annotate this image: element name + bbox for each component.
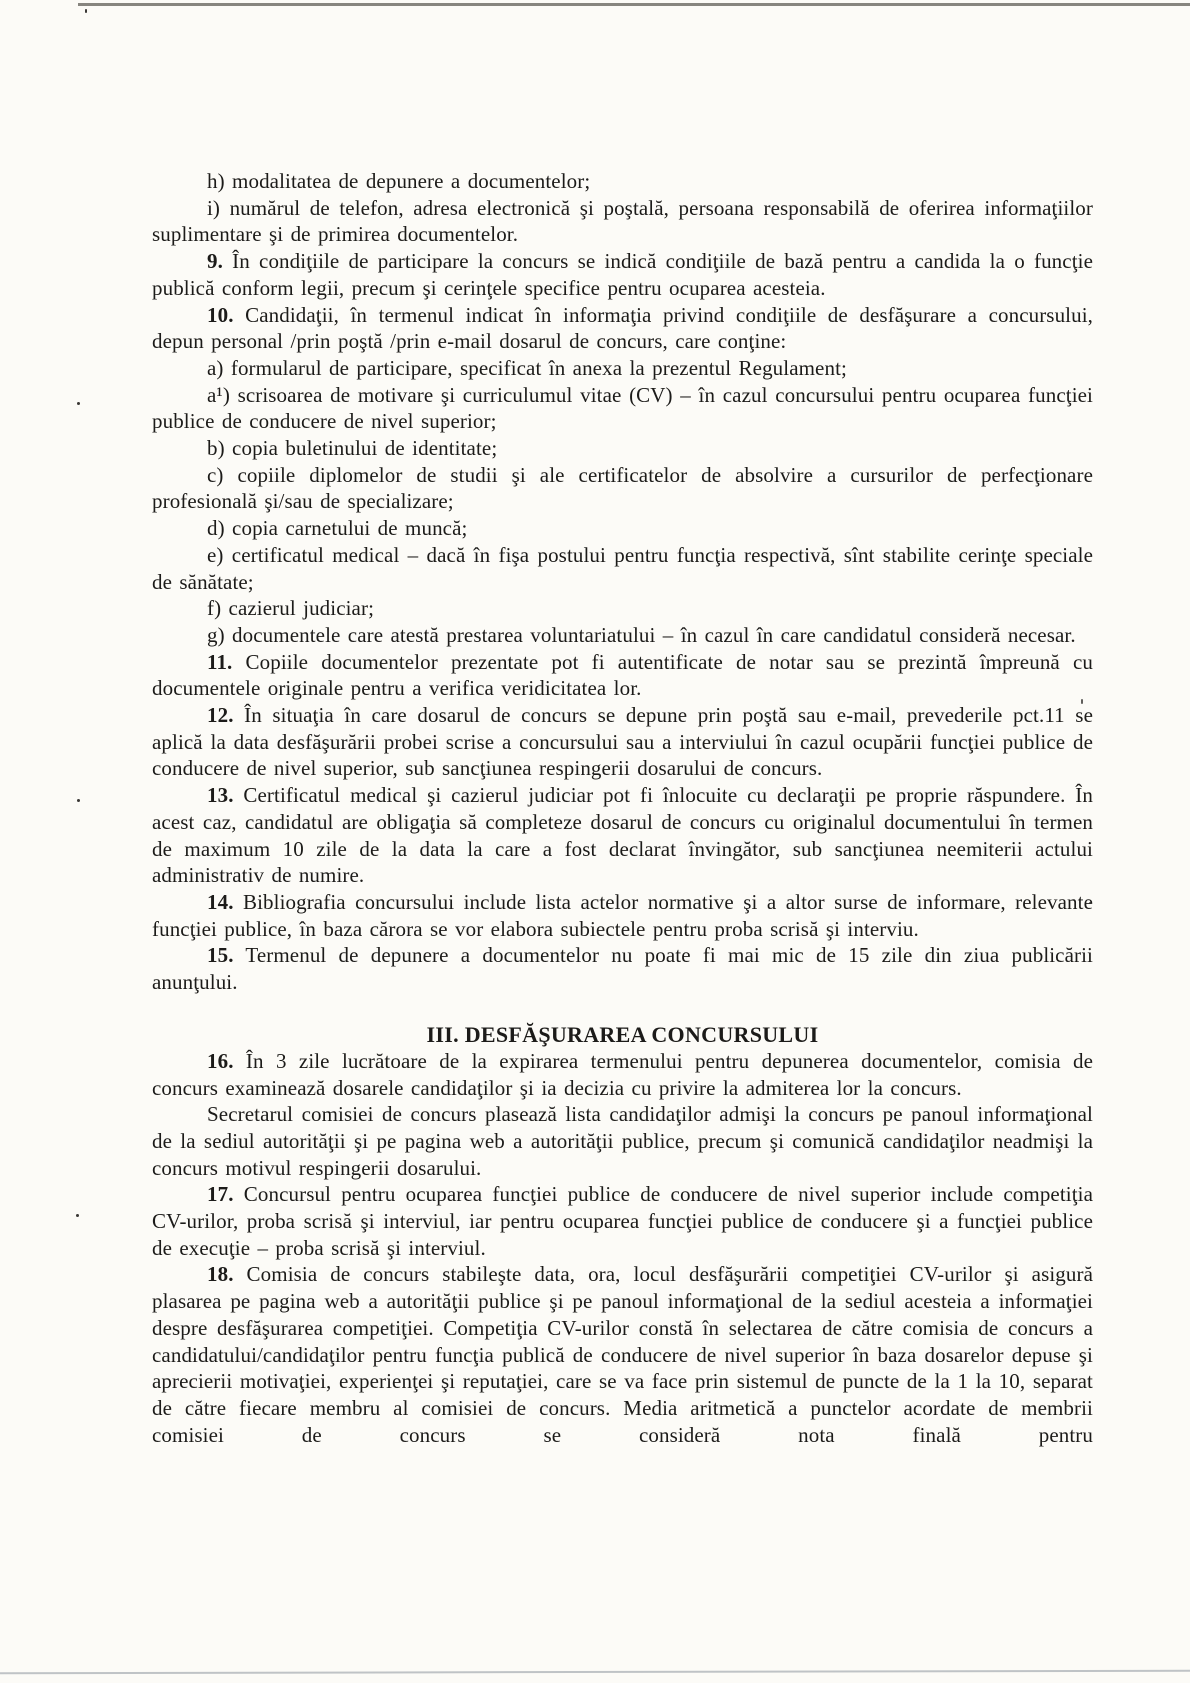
numbered-paragraph: 16. În 3 zile lucrătoare de la expirarea termenului pentru depunerea documentelor, comisia de concurs examinează dosarele candidaţilor şi ia decizia cu privire la admiterea lor la concurs. [152, 1048, 1093, 1100]
scan-bottom-edge-line [0, 1670, 1190, 1674]
scan-speck [77, 402, 80, 405]
section-heading: III. DESFĂŞURAREA CONCURSULUI [426, 1021, 819, 1047]
paragraph: b) copia buletinului de identitate; [207, 436, 498, 461]
paragraph-number: 14. [207, 889, 234, 914]
paragraph: f) cazierul judiciar; [207, 596, 375, 621]
paragraph-number: 18. [207, 1262, 234, 1287]
paragraph-number: 9. [207, 249, 223, 274]
document-body [152, 168, 1093, 1448]
numbered-paragraph: 17. Concursul pentru ocuparea funcţiei publice de conducere de nivel superior include competiţia CV-urilor, proba scrisă şi interviul, iar pentru ocuparea funcţiei publice de conducere şi a funcţiei publice de execuţie – proba scrisă şi interviul. [152, 1182, 1093, 1260]
paragraph-number: 13. [207, 783, 234, 808]
numbered-paragraph: 9. În condiţiile de participare la concurs se indică condiţiile de bază pentru a candida la o funcţie publică conform legii, precum şi cerinţele specifice pentru ocuparea acesteia. [152, 249, 1093, 300]
scan-speck [85, 9, 87, 13]
numbered-paragraph: 11. Copiile documentelor prezentate pot fi autentificate de notar sau se prezintă împreună cu documentele originale pentru a verifica veridicitatea lor. [152, 649, 1093, 701]
paragraph: c) copiile diplomelor de studii şi ale certificatelor de absolvire a cursurilor de perfecţionare profesională şi/sau de specializare; [152, 462, 1093, 514]
numbered-paragraph: 12. În situaţia în care dosarul de concurs se depune prin poştă sau e-mail, prevederile pct.11 se aplică la data desfăşurării probei scrise a concursului sau a interviului în cazul ocupării funcţiei publice de conducere de nivel superior, sub sancţiunea respingerii dosarului de concurs. [152, 703, 1093, 781]
paragraph-number: 17. [207, 1182, 234, 1207]
paragraph: h) modalitatea de depunere a documentelor; [207, 169, 591, 193]
scan-top-edge-line [78, 3, 1190, 6]
numbered-paragraph: 10. Candidaţii, în termenul indicat în informaţia privind condiţiile de desfăşurare a concursului, depun personal /prin poştă /prin e-mail dosarul de concurs, care conţine: [152, 302, 1093, 354]
numbered-paragraph: 18. Comisia de concurs stabileşte data, ora, locul desfăşurării competiţiei CV-urilor şi asigură plasarea pe pagina web a autorităţii publice şi pe panoul informaţional de la sediul acesteia a informaţiei despre desfăşurarea competiţiei. Competiţia CV-urilor constă în selectarea de către comisia de concurs a candidatului/candidaţilor pentru funcţia publică de conducere de nivel superior în baza dosarelor depuse şi aprecierii motivaţiei, experienţei şi reputaţiei, care se va face prin sistemul de puncte de la 1 la 10, separat de către fiecare membru al comisiei de concurs. Media aritmetică a punctelor acordate de membrii comisiei de concurs se consideră nota finală pentru [152, 1262, 1093, 1447]
paragraph: g) documentele care atestă prestarea voluntariatului – în cazul în care candidatul consideră necesar. [207, 622, 1076, 647]
paragraph: a¹) scrisoarea de motivare şi curriculumul vitae (CV) – în cazul concursului pentru ocuparea funcţiei publice de conducere de nivel superior; [152, 382, 1093, 434]
paragraph: i) numărul de telefon, adresa electronică şi poştală, persoana responsabilă de oferirea informaţiilor suplimentare şi de primirea documentelor. [152, 195, 1093, 247]
paragraph-number: 12. [207, 703, 234, 728]
paragraph: Secretarul comisiei de concurs plasează lista candidaţilor admişi la concurs pe panoul informaţional de la sediul autorităţii şi pe pagina web a autorităţii publice, precum şi comunică candidaţilor neadmişi la concurs motivul respingerii dosarului. [152, 1102, 1093, 1180]
paragraph-number: 16. [207, 1048, 234, 1073]
numbered-paragraph: 13. Certificatul medical şi cazierul judiciar pot fi înlocuite cu declaraţii pe proprie răspundere. În acest caz, candidatul are obligaţia să completeze dosarul de concurs cu originalul documentului în termen de maximum 10 zile de la data la care a fost declarat învingător, sub sancţiunea neemiterii actului administrativ de numire. [152, 783, 1093, 888]
paragraph: a) formularul de participare, specificat în anexa la prezentul Regulament; [207, 355, 847, 380]
paragraph: e) certificatul medical – dacă în fişa postului pentru funcţia respectivă, sînt stabilite cerinţe speciale de sănătate; [152, 542, 1093, 594]
paragraph-number: 15. [207, 943, 234, 968]
scan-speck [76, 1214, 79, 1217]
paragraph-number: 10. [207, 302, 234, 327]
paragraph-number: 11. [207, 649, 233, 674]
numbered-paragraph: 15. Termenul de depunere a documentelor nu poate fi mai mic de 15 zile din ziua publicării anunţului. [152, 943, 1093, 995]
paragraph: d) copia carnetului de muncă; [207, 516, 468, 541]
numbered-paragraph: 14. Bibliografia concursului include lista actelor normative şi a altor surse de informare, relevante funcţiei publice, în baza cărora se vor elabora subiectele pentru proba scrisă şi interviu. [152, 889, 1093, 941]
scan-speck [77, 799, 80, 802]
